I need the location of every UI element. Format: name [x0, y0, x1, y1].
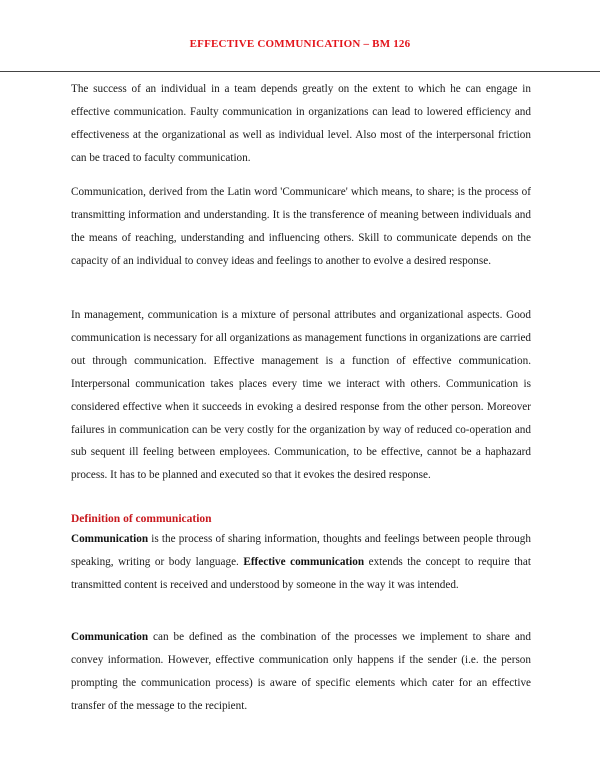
processes-text: can be defined as the combination of the processes we implement to share and convey information. However, effective communication only happens if the sender (i.e. the person prompting the communication process) is aware of specific elements which cater for an effective transfer of the message to the recipient. [71, 631, 531, 712]
paragraph-team-success: The success of an individual in a team depends greatly on the extent to which he can engage in effective communication. Faulty communication in organizations can lead to lowered efficiency and effectiveness at the organizational as well as individual level. Also most of the interpersonal friction can be traced to faculty communication. [71, 83, 531, 164]
paragraph-definition [71, 528, 531, 597]
term-communication-2: Communication [71, 631, 149, 643]
page-header-title: EFFECTIVE COMMUNICATION – BM 126 [189, 38, 411, 50]
definition-text-2: extends the concept to require that transmitted content is received and understood by someone in the way it was intended. [71, 555, 531, 591]
paragraph-management-communication: In management, communication is a mixture of personal attributes and organizational aspects. Good communication is necessary for all organizations as management functions in organizations are carried out through communication. Effective management is a function of effective communication. Interpersonal communication takes places every time we interact with others. Communication is considered effective when it succeeds in evoking a desired response from the other person. Moreover failures in communication can be very costly for the organization by way of reduced co-operation and sub sequent ill feeling between employees. Communication, to be effective, cannot be a haphazard process. It has to be planned and executed so that it evokes the desired response. [71, 309, 531, 482]
term-effective-communication: Effective communication [243, 555, 365, 568]
paragraph-communication-origin: Communication, derived from the Latin word 'Communicare' which means, to share; is the process of transmitting information and understanding. It is the transference of meaning between individuals and the means of reaching, understanding and influencing others. Skill to communicate depends on the capacity of an individual to convey ideas and feelings to another to evolve a desired response. [71, 186, 531, 267]
section-heading-definition: Definition of communication [71, 513, 212, 525]
paragraph-communication-processes [71, 626, 531, 718]
header-divider [0, 71, 600, 72]
definition-text-1: is the process of sharing information, thoughts and feelings between people through speaking, writing or body language. [71, 533, 531, 568]
term-communication: Communication [71, 533, 149, 545]
